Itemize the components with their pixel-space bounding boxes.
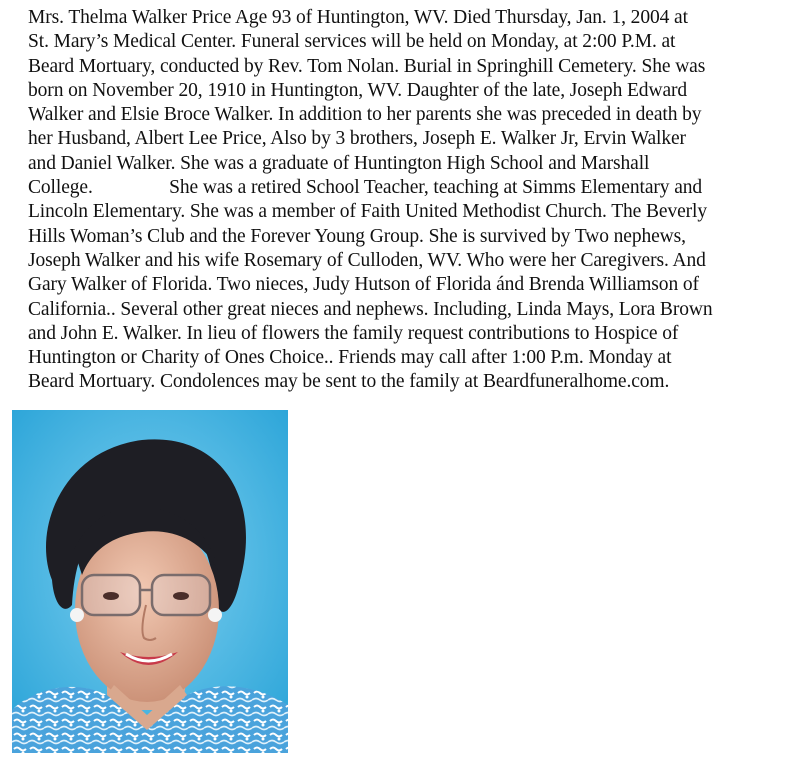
obituary-line: and John E. Walker. In lieu of flowers the family request contributions to Hospice of <box>28 322 679 344</box>
obituary-line: Gary Walker of Florida. Two nieces, Judy Hutson of Florida ánd Brenda Williamson of <box>28 274 699 296</box>
obituary-line: Huntington or Charity of Ones Choice.. Friends may call after 1:00 P.m. Monday at <box>28 347 672 369</box>
portrait-photo <box>12 410 288 753</box>
obituary-line: and Daniel Walker. She was a graduate of Huntington High School and Marshall <box>28 152 650 174</box>
obituary-line: Lincoln Elementary. She was a member of Faith United Methodist Church. The Beverly <box>28 201 708 223</box>
obituary-line: California.. Several other great nieces and nephews. Including, Linda Mays, Lora Brown <box>28 298 713 320</box>
obituary-line: born on November 20, 1910 in Huntington, WV. Daughter of the late, Joseph Edward <box>28 79 688 101</box>
obituary-line: Walker and Elsie Broce Walker. In addition to her parents she was preceded in death by <box>28 104 702 126</box>
obituary-line: Mrs. Thelma Walker Price Age 93 of Huntington, WV. Died Thursday, Jan. 1, 2004 at <box>28 7 688 28</box>
obituary-text <box>28 6 798 395</box>
obituary-line: Hills Woman’s Club and the Forever Young Group. She is survived by Two nephews, <box>28 225 686 247</box>
obituary-line: College. She was a retired School Teacher, teaching at Simms Elementary and <box>28 177 703 199</box>
earring-left <box>70 608 84 622</box>
obituary-line: her Husband, Albert Lee Price, Also by 3 brothers, Joseph E. Walker Jr, Ervin Walker <box>28 128 686 150</box>
earring-right <box>208 608 222 622</box>
obituary-line: Beard Mortuary. Condolences may be sent to the family at Beardfuneralhome.com. <box>28 371 670 393</box>
obituary-line: Joseph Walker and his wife Rosemary of Culloden, WV. Who were her Caregivers. And <box>28 249 706 271</box>
obituary-line: St. Mary’s Medical Center. Funeral services will be held on Monday, at 2:00 P.M. at <box>28 31 676 53</box>
obituary-line: Beard Mortuary, conducted by Rev. Tom Nolan. Burial in Springhill Cemetery. She was <box>28 55 706 77</box>
